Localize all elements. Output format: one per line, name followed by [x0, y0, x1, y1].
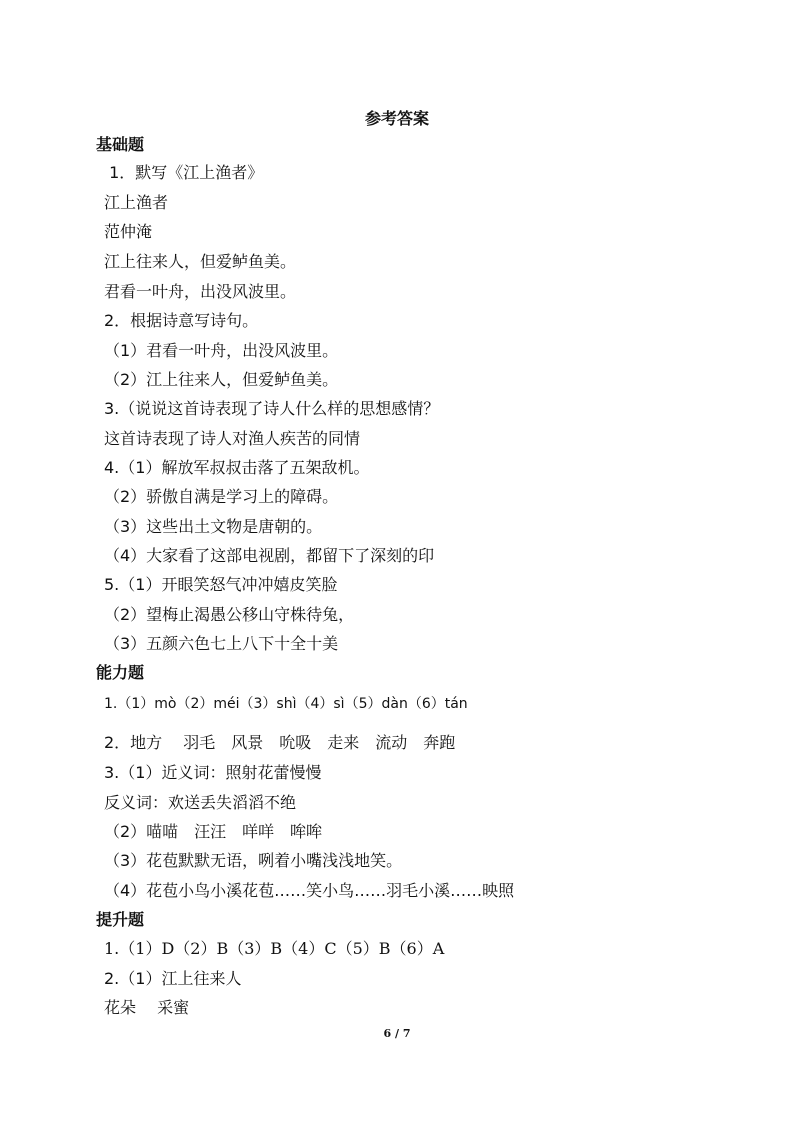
text-line: 君看一叶舟，出没风波里。 — [104, 282, 297, 301]
text-line: 1．默写《江上渔者》 — [104, 163, 264, 182]
text-line: 这首诗表现了诗人对渔人疾苦的同情 — [104, 429, 361, 448]
text-line: （2）骄傲自满是学习上的障碍。 — [104, 487, 339, 506]
text-line: （4）花苞小鸟小溪花苞……笑小鸟……羽毛小溪……映照 — [104, 881, 515, 900]
text-line: 1.（1）mò（2）méi（3）shì（4）sì（5）dàn（6）tán — [104, 696, 468, 712]
text-line: （2）江上往来人，但爱鲈鱼美。 — [104, 370, 339, 389]
text-line: 3.（1）近义词：照射花蕾慢慢 — [104, 763, 322, 782]
text-line: （3）五颜六色七上八下十全十美 — [104, 634, 339, 653]
text-line: 5.（1）开眼笑怒气冲冲嬉皮笑脸 — [104, 575, 338, 594]
text-line: （3）这些出土文物是唐朝的。 — [104, 517, 323, 536]
text-line: （2）喵喵 汪汪 咩咩 哞哞 — [104, 822, 323, 841]
text-line: 2．根据诗意写诗句。 — [104, 311, 259, 330]
text-line: 2.（1）江上往来人 — [104, 969, 242, 988]
section-heading: 能力题 — [96, 663, 145, 682]
text-line: 1.（1）D（2）B（3）B（4）C（5）B（6）A — [104, 939, 445, 958]
text-line: （4）大家看了这部电视剧，都留下了深刻的印 — [104, 546, 435, 565]
text-line: 范仲淹 — [104, 222, 153, 241]
text-line: （1）君看一叶舟，出没风波里。 — [104, 341, 339, 360]
text-line: 反义词：欢送丢失滔滔不绝 — [104, 793, 297, 812]
text-line: 4.（1）解放军叔叔击落了五架敌机。 — [104, 458, 370, 477]
text-line: （2）望梅止渴愚公移山守株待兔， — [104, 605, 355, 624]
text-line: 花朵 采蜜 — [104, 998, 190, 1017]
section-heading: 提升题 — [96, 910, 145, 929]
text-line: （3）花苞默默无语，咧着小嘴浅浅地笑。 — [104, 851, 403, 870]
section-heading: 基础题 — [96, 135, 145, 154]
text-line: 2．地方 羽毛 风景 吮吸 走来 流动 奔跑 — [104, 733, 456, 752]
page-number: 6 / 7 — [383, 1027, 411, 1040]
page-title: 参考答案 — [364, 109, 429, 128]
text-line: 江上往来人，但爱鲈鱼美。 — [104, 252, 297, 271]
text-line: 江上渔者 — [104, 193, 169, 212]
text-line: 3.（说说这首诗表现了诗人什么样的思想感情？ — [104, 399, 440, 418]
